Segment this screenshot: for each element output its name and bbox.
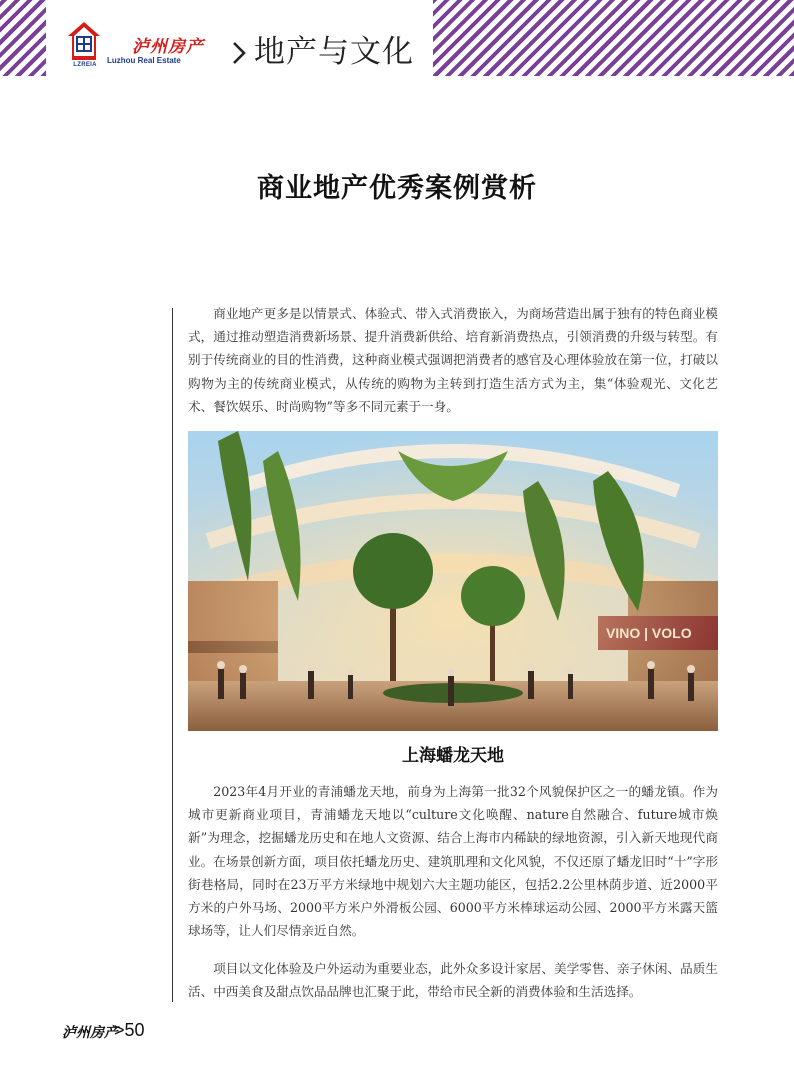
image-caption: 上海蟠龙天地 — [402, 746, 504, 766]
article-title: 商业地产优秀案例赏析 — [257, 173, 537, 204]
magazine-brand — [46, 0, 433, 76]
mall-atrium-photo — [188, 431, 718, 731]
chevron-right-icon — [231, 40, 247, 66]
margin-rule — [172, 308, 173, 1002]
intro-paragraph: 商业地产更多是以情景式、体验式、带入式消费嵌入，为商场营造出属于独有的特色商业模式，通过推动塑造消费新场景、提升消费新供给、培育新消费热点，引领消费的升级与转型。有别于传统商业的目的性消费，这种商业模式强调把消费者的感官及心理体验放在第一位，打破以购物为主的传统商业模式，从传统的购物为主转到打造生活方式为主，集“体验观光、文化艺术、餐饮娱乐、时尚购物”等多不同元素于一身。 — [188, 306, 718, 414]
footer-magazine-name: 泸州房产 — [62, 1025, 118, 1041]
magazine-name: 泸州房产 — [132, 37, 204, 57]
magazine-name-en: Luzhou Real Estate — [107, 56, 181, 65]
body-paragraph-1: 2023年4月开业的青浦蟠龙天地，前身为上海第一批32个风貌保护区之一的蟠龙镇。作为城市更新商业项目，青浦蟠龙天地以“culture文化唤醒、nature自然融合、future城市焕新”为理念，挖掘蟠龙历史和在地人文资源、结合上海市内稀缺的绿地资源，引入新天地现代商业。在场景创新方面，项目依托蟠龙历史、建筑肌理和文化风貌，不仅还原了蟠龙旧时“十”字形街巷格局，同时在23万平方米绿地中规划六大主题功能区，包括2.2公里林荫步道、近2000平方米的户外马场、2000平方米户外滑板公园、6000平方米棒球运动公园、2000平方米露天篮球场等，让人们尽情亲近自然。 — [188, 784, 718, 939]
body-paragraph-2: 项目以文化体验及户外运动为重要业态，此外众多设计家居、美学零售、亲子休闲、品质生活、中西美食及甜点饮品品牌也汇聚于此，带给市民全新的消费体验和生活选择。 — [188, 961, 718, 1000]
house-logo-icon — [66, 20, 102, 64]
logo-abbr: LZREIA — [73, 62, 97, 68]
header-stripes-left — [0, 0, 46, 76]
header-stripes-right — [433, 0, 794, 76]
page-number: >50 — [114, 1020, 145, 1040]
section-title: 地产与文化 — [254, 34, 414, 70]
